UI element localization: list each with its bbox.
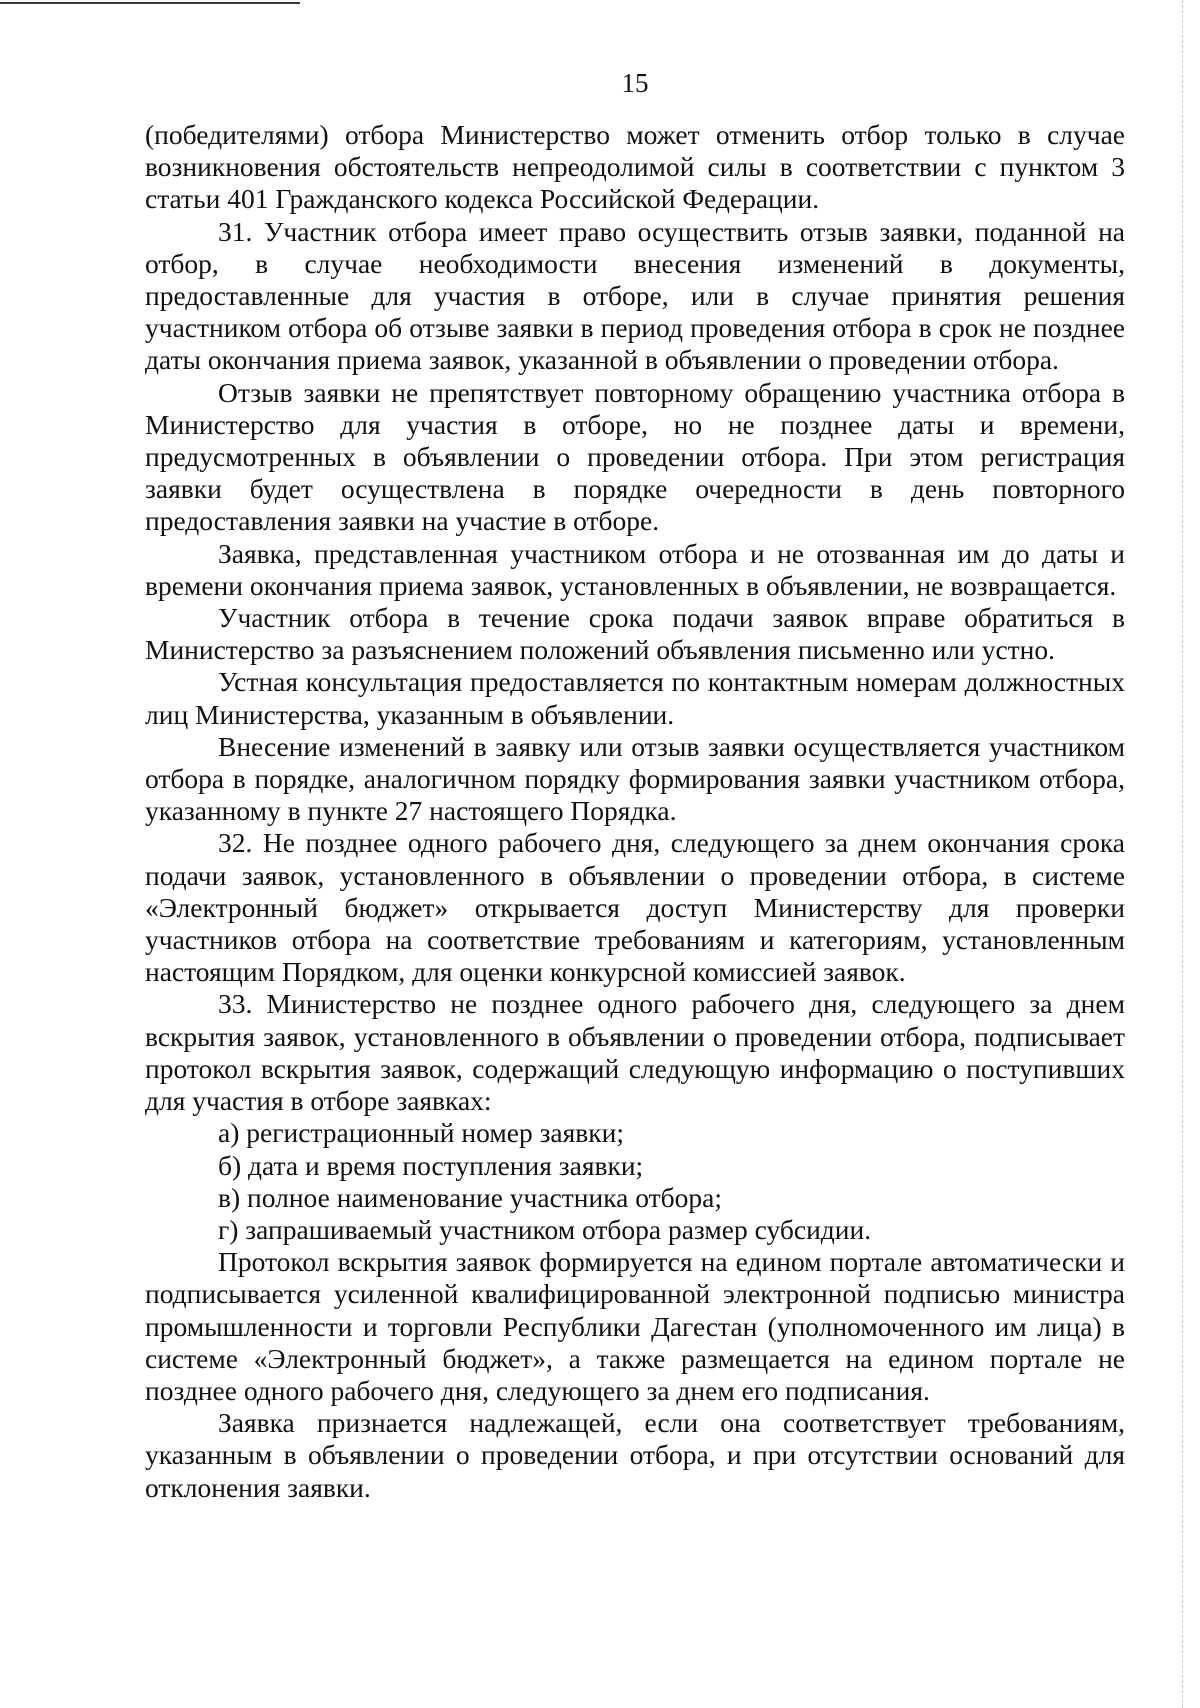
- paragraph: Протокол вскрытия заявок формируется на едином портале автоматически и подписывается усиленной квалифицированной электронной подписью министра промышленности и торговли Республики Дагестан (уполномоченного им лица) в системе «Электронный бюджет», а также размещается на едином портале не позднее одного рабочего дня, следующего за днем его подписания.: [145, 1246, 1125, 1406]
- paragraph-item-33: 33. Министерство не позднее одного рабочего дня, следующего за днем вскрытия заявок, установленного в объявлении о проведении отбора, подписывает протокол вскрытия заявок, содержащий следующую информацию о поступивших для участия в отборе заявках:: [145, 988, 1125, 1117]
- page-number: 15: [621, 68, 649, 98]
- paragraph: (победителями) отбора Министерство может отменить отбор только в случае возникновения обстоятельств непреодолимой силы в соответствии с пунктом 3 статьи 401 Гражданского кодекса Российской Федерации.: [145, 119, 1125, 215]
- paragraph: Внесение изменений в заявку или отзыв заявки осуществляется участником отбора в порядке, аналогичном порядку формирования заявки участником отбора, указанному в пункте 27 настоящего Порядка.: [145, 730, 1125, 827]
- paragraph: Отзыв заявки не препятствует повторному обращению участника отбора в Министерство для участия в отборе, но не позднее даты и времени, предусмотренных в объявлении о проведении отбора. При этом регистрация заявки будет осуществлена в порядке очередности в день повторного предоставления заявки на участие в отборе.: [145, 376, 1125, 537]
- paragraph-item-31: 31. Участник отбора имеет право осуществить отзыв заявки, поданной на отбор, в случае необходимости внесения изменений в документы, предоставленные для участия в отборе, или в случае принятия решения участником отбора об отзыве заявки в период проведения отбора в срок не позднее даты окончания приема заявок, указанной в объявлении о проведении отбора.: [145, 215, 1125, 376]
- paragraph: Участник отбора в течение срока подачи заявок вправе обратиться в Министерство за разъяснением положений объявления письменно или устно.: [145, 602, 1125, 666]
- list-item-v: в) полное наименование участника отбора;: [218, 1181, 722, 1213]
- paragraph: Заявка признается надлежащей, если она соответствует требованиям, указанным в объявлении о проведении отбора, и при отсутствии оснований для отклонения заявки.: [145, 1407, 1125, 1503]
- paragraph: Устная консультация предоставляется по контактным номерам должностных лиц Министерства, указанным в объявлении.: [145, 666, 1125, 730]
- document-body: [145, 119, 1125, 1504]
- paragraph-item-32: 32. Не позднее одного рабочего дня, следующего за днем окончания срока подачи заявок, установленного в объявлении о проведении отбора, в системе «Электронный бюджет» открывается доступ Министерству для проверки участников отбора на соответствие требованиям и категориям, установленным настоящим Порядком, для оценки конкурсной комиссией заявок.: [145, 827, 1125, 988]
- list-item-g: г) запрашиваемый участником отбора размер субсидии.: [218, 1213, 872, 1245]
- scan-artifact-line: [0, 2, 300, 4]
- list-item-b: б) дата и время поступления заявки;: [218, 1149, 644, 1181]
- list-item-a: а) регистрационный номер заявки;: [218, 1117, 624, 1149]
- scan-artifact-edge: [1182, 0, 1183, 1708]
- paragraph: Заявка, представленная участником отбора и не отозванная им до даты и времени окончания приема заявок, установленных в объявлении, не возвращается.: [145, 537, 1125, 601]
